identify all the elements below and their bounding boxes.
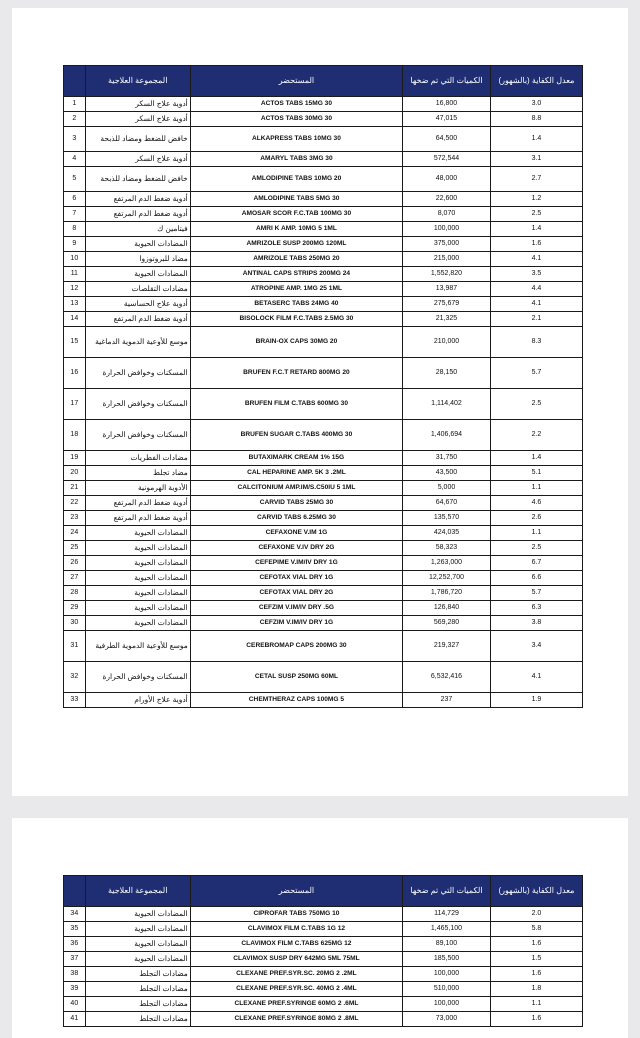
row-number: 16 <box>64 358 86 389</box>
sufficiency-months: 1.6 <box>490 237 582 252</box>
therapeutic-group: مضادات الفطريات <box>85 451 190 466</box>
quantity: 8,070 <box>403 207 491 222</box>
sufficiency-months: 1.6 <box>490 1012 582 1027</box>
quantity: 43,500 <box>403 466 491 481</box>
quantity: 13,987 <box>403 282 491 297</box>
quantity: 1,786,720 <box>403 586 491 601</box>
sufficiency-months: 2.6 <box>490 511 582 526</box>
therapeutic-group: المضادات الحيوية <box>85 556 190 571</box>
table-row <box>64 451 583 466</box>
drug-name: CEFAXONE V.IV DRY 2G <box>190 541 402 556</box>
sufficiency-months: 1.4 <box>490 222 582 237</box>
header-drug: المستحضر <box>190 876 402 907</box>
therapeutic-group: أدوية ضغط الدم المرتفع <box>85 496 190 511</box>
table-row <box>64 389 583 420</box>
drug-name: CEFEPIME V.IM/IV DRY 1G <box>190 556 402 571</box>
quantity: 185,500 <box>403 952 491 967</box>
row-number: 33 <box>64 693 86 708</box>
quantity: 64,670 <box>403 496 491 511</box>
sufficiency-months: 5.7 <box>490 586 582 601</box>
sufficiency-months: 1.6 <box>490 937 582 952</box>
drug-name: CAL HEPARINE AMP. 5K 3 .2ML <box>190 466 402 481</box>
therapeutic-group: الأدوية الهرمونية <box>85 481 190 496</box>
drug-name: CEFOTAX VIAL DRY 1G <box>190 571 402 586</box>
therapeutic-group: المسكنات وخوافض الحرارة <box>85 420 190 451</box>
row-number: 8 <box>64 222 86 237</box>
quantity: 1,114,402 <box>403 389 491 420</box>
therapeutic-group: أدوية ضغط الدم المرتفع <box>85 511 190 526</box>
drug-name: AMLODIPINE TABS 10MG 20 <box>190 167 402 192</box>
table-row <box>64 616 583 631</box>
row-number: 21 <box>64 481 86 496</box>
sufficiency-months: 2.5 <box>490 389 582 420</box>
therapeutic-group: أدوية ضغط الدم المرتفع <box>85 207 190 222</box>
row-number: 38 <box>64 967 86 982</box>
table-row <box>64 112 583 127</box>
drug-name: BISOLOCK FILM F.C.TABS 2.5MG 30 <box>190 312 402 327</box>
table-row <box>64 997 583 1012</box>
therapeutic-group: مضادات التجلط <box>85 997 190 1012</box>
quantity: 1,406,694 <box>403 420 491 451</box>
quantity: 16,800 <box>403 97 491 112</box>
row-number: 26 <box>64 556 86 571</box>
header-number <box>64 876 86 907</box>
table-row <box>64 967 583 982</box>
row-number: 34 <box>64 907 86 922</box>
quantity: 12,252,700 <box>403 571 491 586</box>
table-row <box>64 127 583 152</box>
sufficiency-months: 3.4 <box>490 631 582 662</box>
sufficiency-months: 1.4 <box>490 127 582 152</box>
drug-name: CLEXANE PREF.SYR.SC. 40MG 2 .4ML <box>190 982 402 997</box>
quantity: 100,000 <box>403 222 491 237</box>
row-number: 4 <box>64 152 86 167</box>
sufficiency-months: 5.1 <box>490 466 582 481</box>
therapeutic-group: موسع للأوعية الدموية الطرفية <box>85 631 190 662</box>
sufficiency-months: 2.5 <box>490 541 582 556</box>
drug-name: ATROPINE AMP. 1MG 25 1ML <box>190 282 402 297</box>
table-row <box>64 511 583 526</box>
header-group: المجموعة العلاجية <box>85 876 190 907</box>
row-number: 1 <box>64 97 86 112</box>
table-row <box>64 481 583 496</box>
table-row <box>64 541 583 556</box>
header-quantity: الكميات التي تم ضخها <box>403 876 491 907</box>
therapeutic-group: مضادات التجلط <box>85 967 190 982</box>
header-row <box>64 876 583 907</box>
therapeutic-group: المضادات الحيوية <box>85 616 190 631</box>
quantity: 21,325 <box>403 312 491 327</box>
row-number: 28 <box>64 586 86 601</box>
therapeutic-group: المضادات الحيوية <box>85 601 190 616</box>
row-number: 22 <box>64 496 86 511</box>
quantity: 569,280 <box>403 616 491 631</box>
sufficiency-months: 4.1 <box>490 252 582 267</box>
quantity: 219,327 <box>403 631 491 662</box>
drug-name: CLAVIMOX FILM C.TABS 625MG 12 <box>190 937 402 952</box>
drug-sufficiency-table-2 <box>63 875 583 1027</box>
header-sufficiency: معدل الكفاية (بالشهور) <box>490 66 582 97</box>
drug-sufficiency-table-1 <box>63 65 583 708</box>
therapeutic-group: مضادات التجلط <box>85 1012 190 1027</box>
therapeutic-group: فيتامين ك <box>85 222 190 237</box>
table-row <box>64 297 583 312</box>
table-row <box>64 282 583 297</box>
quantity: 375,000 <box>403 237 491 252</box>
row-number: 37 <box>64 952 86 967</box>
drug-name: CEFZIM V.IM/IV DRY .5G <box>190 601 402 616</box>
sufficiency-months: 1.9 <box>490 693 582 708</box>
header-row <box>64 66 583 97</box>
therapeutic-group: أدوية علاج الأورام <box>85 693 190 708</box>
table-row <box>64 586 583 601</box>
row-number: 3 <box>64 127 86 152</box>
table-row <box>64 693 583 708</box>
row-number: 25 <box>64 541 86 556</box>
quantity: 126,840 <box>403 601 491 616</box>
row-number: 23 <box>64 511 86 526</box>
row-number: 12 <box>64 282 86 297</box>
row-number: 30 <box>64 616 86 631</box>
therapeutic-group: أدوية علاج الحساسية <box>85 297 190 312</box>
header-number <box>64 66 86 97</box>
sufficiency-months: 1.1 <box>490 481 582 496</box>
sufficiency-months: 5.7 <box>490 358 582 389</box>
table-row <box>64 922 583 937</box>
header-group: المجموعة العلاجية <box>85 66 190 97</box>
sufficiency-months: 6.7 <box>490 556 582 571</box>
table-row <box>64 167 583 192</box>
table-row <box>64 466 583 481</box>
sufficiency-months: 2.5 <box>490 207 582 222</box>
sufficiency-months: 3.0 <box>490 97 582 112</box>
page-1 <box>12 8 628 796</box>
quantity: 31,750 <box>403 451 491 466</box>
table-row <box>64 571 583 586</box>
drug-name: CEFOTAX VIAL DRY 2G <box>190 586 402 601</box>
drug-name: ANTINAL CAPS STRIPS 200MG 24 <box>190 267 402 282</box>
quantity: 89,100 <box>403 937 491 952</box>
therapeutic-group: أدوية علاج السكر <box>85 112 190 127</box>
quantity: 73,000 <box>403 1012 491 1027</box>
row-number: 29 <box>64 601 86 616</box>
therapeutic-group: المضادات الحيوية <box>85 922 190 937</box>
drug-name: CARVID TABS 25MG 30 <box>190 496 402 511</box>
quantity: 47,015 <box>403 112 491 127</box>
drug-name: BETASERC TABS 24MG 40 <box>190 297 402 312</box>
row-number: 5 <box>64 167 86 192</box>
quantity: 22,600 <box>403 192 491 207</box>
header-drug: المستحضر <box>190 66 402 97</box>
row-number: 14 <box>64 312 86 327</box>
table-row <box>64 631 583 662</box>
quantity: 210,000 <box>403 327 491 358</box>
table-row <box>64 252 583 267</box>
sufficiency-months: 1.6 <box>490 967 582 982</box>
drug-name: CEFZIM V.IM/IV DRY 1G <box>190 616 402 631</box>
table-row <box>64 267 583 282</box>
table-row <box>64 420 583 451</box>
row-number: 18 <box>64 420 86 451</box>
sufficiency-months: 2.2 <box>490 420 582 451</box>
table-row <box>64 662 583 693</box>
drug-name: AMOSAR SCOR F.C.TAB 100MG 30 <box>190 207 402 222</box>
drug-name: ALKAPRESS TABS 10MG 30 <box>190 127 402 152</box>
quantity: 58,323 <box>403 541 491 556</box>
drug-name: CIPROFAR TABS 750MG 10 <box>190 907 402 922</box>
drug-name: AMLODIPINE TABS 5MG 30 <box>190 192 402 207</box>
therapeutic-group: المسكنات وخوافض الحرارة <box>85 389 190 420</box>
sufficiency-months: 2.1 <box>490 312 582 327</box>
drug-name: AMRIZOLE TABS 250MG 20 <box>190 252 402 267</box>
row-number: 10 <box>64 252 86 267</box>
row-number: 7 <box>64 207 86 222</box>
quantity: 135,570 <box>403 511 491 526</box>
sufficiency-months: 2.0 <box>490 907 582 922</box>
drug-name: BRUFEN F.C.T RETARD 800MG 20 <box>190 358 402 389</box>
quantity: 1,263,000 <box>403 556 491 571</box>
table-row <box>64 1012 583 1027</box>
table-row <box>64 358 583 389</box>
quantity: 424,035 <box>403 526 491 541</box>
drug-name: CLAVIMOX FILM C.TABS 1G 12 <box>190 922 402 937</box>
quantity: 28,150 <box>403 358 491 389</box>
drug-name: CLEXANE PREF.SYRINGE 60MG 2 .6ML <box>190 997 402 1012</box>
therapeutic-group: أدوية ضغط الدم المرتفع <box>85 192 190 207</box>
therapeutic-group: خافض للضغط ومضاد للذبحة <box>85 167 190 192</box>
row-number: 32 <box>64 662 86 693</box>
row-number: 39 <box>64 982 86 997</box>
therapeutic-group: موسع للأوعية الدموية الدماغية <box>85 327 190 358</box>
drug-name: CLAVIMOX SUSP DRY 642MG 5ML 75ML <box>190 952 402 967</box>
row-number: 19 <box>64 451 86 466</box>
table-row <box>64 207 583 222</box>
sufficiency-months: 8.8 <box>490 112 582 127</box>
quantity: 237 <box>403 693 491 708</box>
row-number: 11 <box>64 267 86 282</box>
table-row <box>64 237 583 252</box>
quantity: 114,729 <box>403 907 491 922</box>
sufficiency-months: 3.5 <box>490 267 582 282</box>
table-row <box>64 152 583 167</box>
drug-name: AMARYL TABS 3MG 30 <box>190 152 402 167</box>
sufficiency-months: 1.2 <box>490 192 582 207</box>
therapeutic-group: المضادات الحيوية <box>85 571 190 586</box>
therapeutic-group: المضادات الحيوية <box>85 267 190 282</box>
table-row <box>64 982 583 997</box>
drug-name: CLEXANE PREF.SYRINGE 80MG 2 .8ML <box>190 1012 402 1027</box>
therapeutic-group: أدوية علاج السكر <box>85 97 190 112</box>
therapeutic-group: مضاد تجلط <box>85 466 190 481</box>
therapeutic-group: المضادات الحيوية <box>85 952 190 967</box>
sufficiency-months: 1.5 <box>490 952 582 967</box>
therapeutic-group: المضادات الحيوية <box>85 937 190 952</box>
table-row <box>64 327 583 358</box>
row-number: 9 <box>64 237 86 252</box>
drug-name: CEREBROMAP CAPS 200MG 30 <box>190 631 402 662</box>
table-row <box>64 907 583 922</box>
drug-name: CARVID TABS 6.25MG 30 <box>190 511 402 526</box>
header-sufficiency: معدل الكفاية (بالشهور) <box>490 876 582 907</box>
table-row <box>64 601 583 616</box>
row-number: 15 <box>64 327 86 358</box>
drug-name: BRUFEN SUGAR C.TABS 400MG 30 <box>190 420 402 451</box>
sufficiency-months: 6.3 <box>490 601 582 616</box>
quantity: 100,000 <box>403 967 491 982</box>
drug-name: CHEMTHERAZ CAPS 100MG 5 <box>190 693 402 708</box>
row-number: 6 <box>64 192 86 207</box>
therapeutic-group: مضاد للبروتوزوا <box>85 252 190 267</box>
quantity: 510,000 <box>403 982 491 997</box>
quantity: 275,679 <box>403 297 491 312</box>
therapeutic-group: أدوية علاج السكر <box>85 152 190 167</box>
sufficiency-months: 1.8 <box>490 982 582 997</box>
row-number: 40 <box>64 997 86 1012</box>
table-row <box>64 937 583 952</box>
quantity: 1,552,820 <box>403 267 491 282</box>
drug-name: ACTOS TABS 30MG 30 <box>190 112 402 127</box>
therapeutic-group: المضادات الحيوية <box>85 237 190 252</box>
drug-name: CEFAXONE V.IM 1G <box>190 526 402 541</box>
therapeutic-group: المسكنات وخوافض الحرارة <box>85 358 190 389</box>
drug-name: CETAL SUSP 250MG 60ML <box>190 662 402 693</box>
therapeutic-group: المسكنات وخوافض الحرارة <box>85 662 190 693</box>
sufficiency-months: 4.6 <box>490 496 582 511</box>
header-quantity: الكميات التي تم ضخها <box>403 66 491 97</box>
row-number: 41 <box>64 1012 86 1027</box>
drug-name: CALCITONIUM AMP.IM/S.C50IU 5 1ML <box>190 481 402 496</box>
sufficiency-months: 1.1 <box>490 526 582 541</box>
table-row <box>64 556 583 571</box>
table-row <box>64 222 583 237</box>
therapeutic-group: مضادات التقلصات <box>85 282 190 297</box>
drug-name: BRAIN-OX CAPS 30MG 20 <box>190 327 402 358</box>
therapeutic-group: المضادات الحيوية <box>85 526 190 541</box>
row-number: 31 <box>64 631 86 662</box>
table-row <box>64 952 583 967</box>
therapeutic-group: المضادات الحيوية <box>85 541 190 556</box>
sufficiency-months: 4.1 <box>490 662 582 693</box>
quantity: 572,544 <box>403 152 491 167</box>
therapeutic-group: المضادات الحيوية <box>85 907 190 922</box>
sufficiency-months: 3.1 <box>490 152 582 167</box>
sufficiency-months: 8.3 <box>490 327 582 358</box>
table-row <box>64 496 583 511</box>
sufficiency-months: 4.4 <box>490 282 582 297</box>
drug-name: BRUFEN FILM C.TABS 600MG 30 <box>190 389 402 420</box>
row-number: 13 <box>64 297 86 312</box>
quantity: 215,000 <box>403 252 491 267</box>
row-number: 27 <box>64 571 86 586</box>
table-row <box>64 192 583 207</box>
sufficiency-months: 1.4 <box>490 451 582 466</box>
row-number: 2 <box>64 112 86 127</box>
drug-name: AMRIZOLE SUSP 200MG 120ML <box>190 237 402 252</box>
quantity: 5,000 <box>403 481 491 496</box>
row-number: 36 <box>64 937 86 952</box>
therapeutic-group: مضادات التجلط <box>85 982 190 997</box>
sufficiency-months: 3.8 <box>490 616 582 631</box>
quantity: 100,000 <box>403 997 491 1012</box>
therapeutic-group: المضادات الحيوية <box>85 586 190 601</box>
sufficiency-months: 2.7 <box>490 167 582 192</box>
quantity: 1,465,100 <box>403 922 491 937</box>
row-number: 20 <box>64 466 86 481</box>
therapeutic-group: أدوية ضغط الدم المرتفع <box>85 312 190 327</box>
quantity: 48,000 <box>403 167 491 192</box>
row-number: 24 <box>64 526 86 541</box>
drug-name: AMRI K AMP. 10MG 5 1ML <box>190 222 402 237</box>
row-number: 17 <box>64 389 86 420</box>
table-row <box>64 97 583 112</box>
drug-name: ACTOS TABS 15MG 30 <box>190 97 402 112</box>
sufficiency-months: 4.1 <box>490 297 582 312</box>
table-row <box>64 312 583 327</box>
page-2 <box>12 818 628 1038</box>
sufficiency-months: 5.8 <box>490 922 582 937</box>
sufficiency-months: 6.6 <box>490 571 582 586</box>
table-row <box>64 526 583 541</box>
drug-name: CLEXANE PREF.SYR.SC. 20MG 2 .2ML <box>190 967 402 982</box>
quantity: 6,532,416 <box>403 662 491 693</box>
quantity: 64,500 <box>403 127 491 152</box>
drug-name: BUTAXIMARK CREAM 1% 15G <box>190 451 402 466</box>
therapeutic-group: خافض للضغط ومضاد للذبحة <box>85 127 190 152</box>
row-number: 35 <box>64 922 86 937</box>
sufficiency-months: 1.1 <box>490 997 582 1012</box>
